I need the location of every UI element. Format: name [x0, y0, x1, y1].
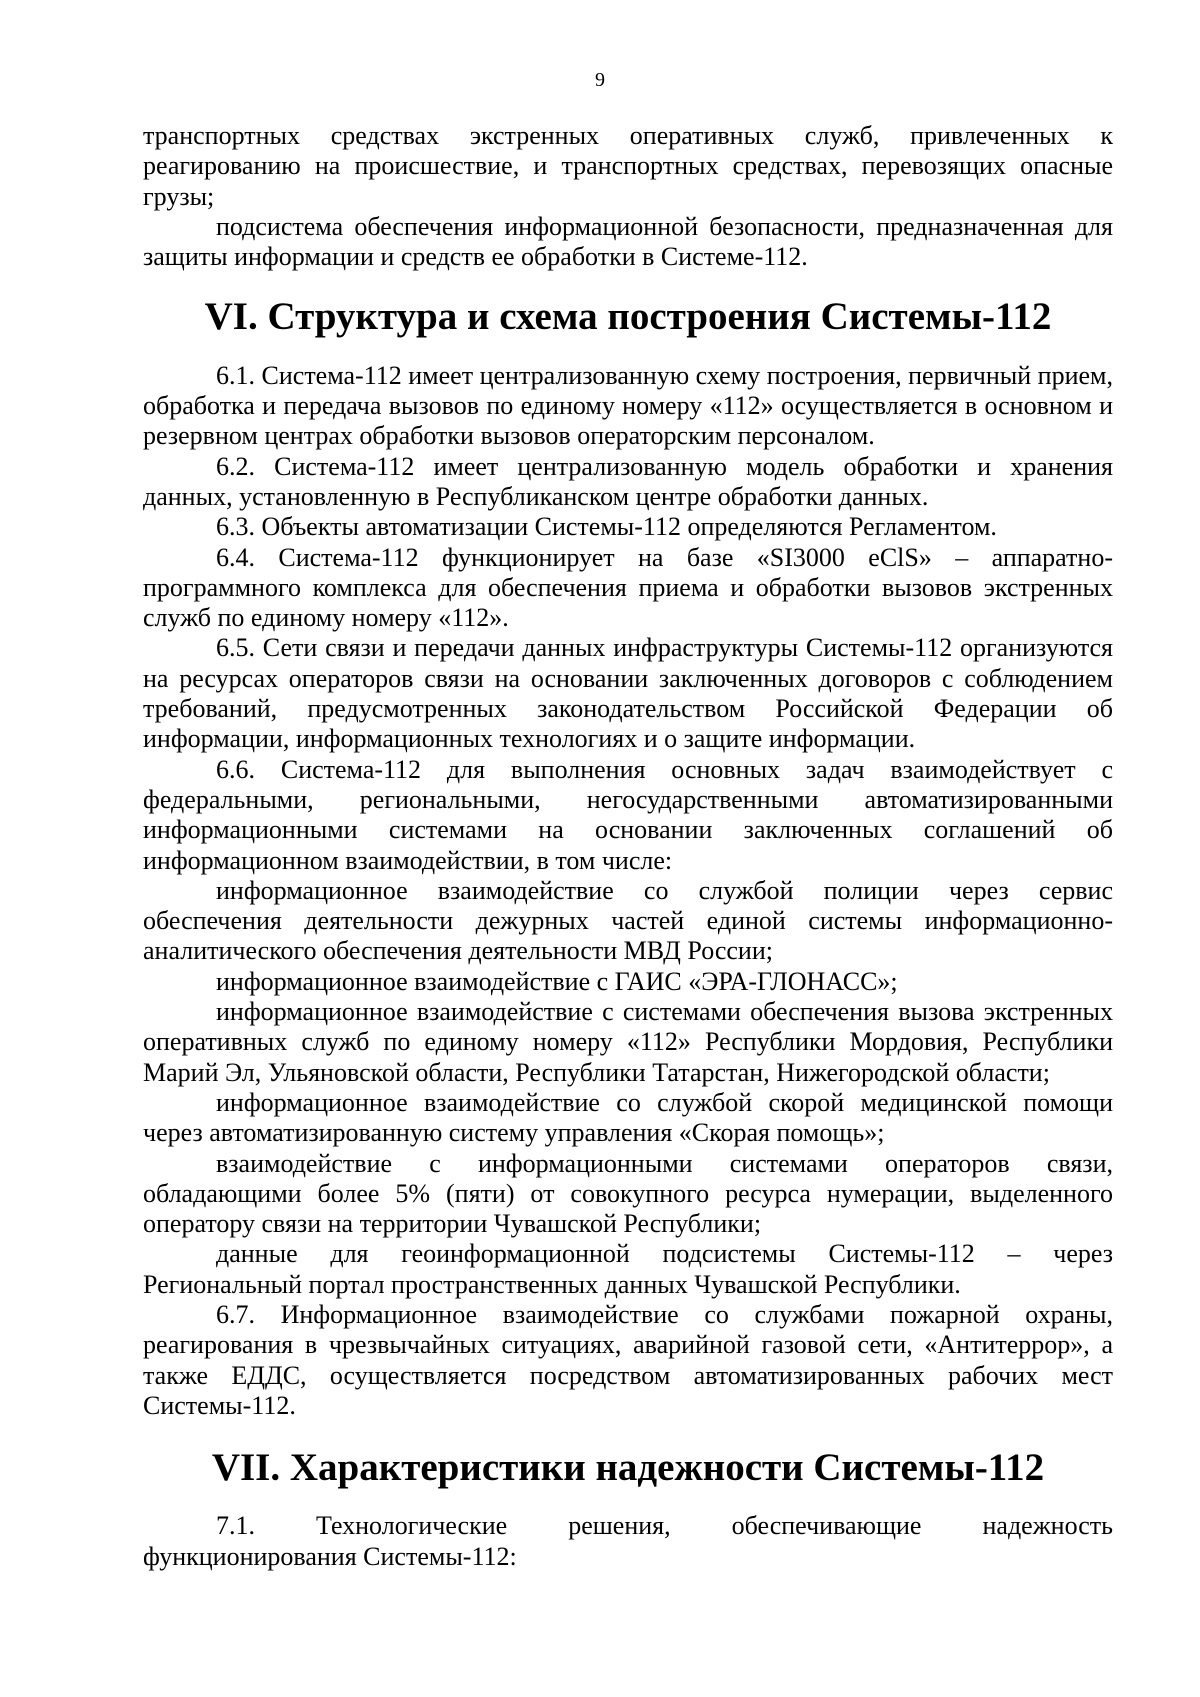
paragraph-6-1: 6.1. Система-112 имеет централизованную схему построения, первичный прием, обработка и передача вызовов по единому номеру «112» осуществляется в основном и резервном центрах обработки вызовов операторским персоналом. [143, 360, 1113, 451]
section-heading-vii: VII. Характеристики надежности Системы-112 [211, 1446, 1045, 1490]
paragraph-7-1: 7.1. Технологические решения, обеспечивающие надежность функционирования Системы-112: [143, 1511, 1113, 1571]
paragraph-6-2: 6.2. Система-112 имеет централизованную модель обработки и хранения данных, установленную в Республиканском центре обработки данных. [143, 451, 1113, 511]
paragraph-6-4: 6.4. Система-112 функционирует на базе «SI3000 eClS» – аппаратно-программного комплекса для обеспечения приема и обработки вызовов экстренных служб по единому номеру «112». [143, 542, 1113, 633]
list-item: взаимодействие с информационными системами операторов связи, обладающими более 5% (пяти) от совокупного ресурса нумерации, выделенного оператору связи на территории Чувашской Республики; [143, 1148, 1113, 1239]
paragraph-6-5: 6.5. Сети связи и передачи данных инфраструктуры Системы-112 организуются на ресурсах операторов связи на основании заключенных договоров с соблюдением требований, предусмотренных законодательством Российской Федерации об информации, информационных технологиях и о защите информации. [143, 633, 1113, 754]
list-item: информационное взаимодействие со службой скорой медицинской помощи через автоматизированную систему управления «Скорая помощь»; [143, 1087, 1113, 1148]
list-item: информационное взаимодействие с ГАИС «ЭРА-ГЛОНАСС»; [216, 966, 898, 996]
paragraph-6-7: 6.7. Информационное взаимодействие со службами пожарной охраны, реагирования в чрезвычайных ситуациях, аварийной газовой сети, «Антитеррор», а также ЕДДС, осуществляется посредством автоматизированных рабочих мест Системы-112. [143, 1299, 1113, 1420]
paragraph-6-6: 6.6. Система-112 для выполнения основных задач взаимодействует с федеральными, региональными, негосударственными автоматизированными информационными системами на основании заключенных соглашений об информационном взаимодействии, в том числе: [143, 754, 1113, 875]
paragraph: подсистема обеспечения информационной безопасности, предназначенная для защиты информации и средств ее обработки в Системе-112. [143, 211, 1113, 272]
list-item: информационное взаимодействие с системами обеспечения вызова экстренных оперативных служб по единому номеру «112» Республики Мордовия, Республики Марий Эл, Ульяновской области, Республики Татарстан, Нижегородской области; [143, 997, 1113, 1087]
list-item: данные для геоинформационной подсистемы Системы-112 – через Региональный портал пространственных данных Чувашской Республики. [143, 1239, 1113, 1299]
paragraph: транспортных средствах экстренных оперативных служб, привлеченных к реагированию на происшествие, и транспортных средствах, перевозящих опасные грузы; [143, 121, 1113, 211]
document-body [143, 121, 1113, 1572]
list-item: информационное взаимодействие со службой полиции через сервис обеспечения деятельности дежурных частей единой системы информационно-аналитического обеспечения деятельности МВД России; [143, 875, 1113, 966]
section-heading-vi: VI. Структура и схема построения Системы-112 [204, 295, 1052, 339]
page-number: 9 [595, 69, 605, 91]
paragraph-6-3: 6.3. Объекты автоматизации Системы-112 определяются Регламентом. [216, 512, 997, 542]
